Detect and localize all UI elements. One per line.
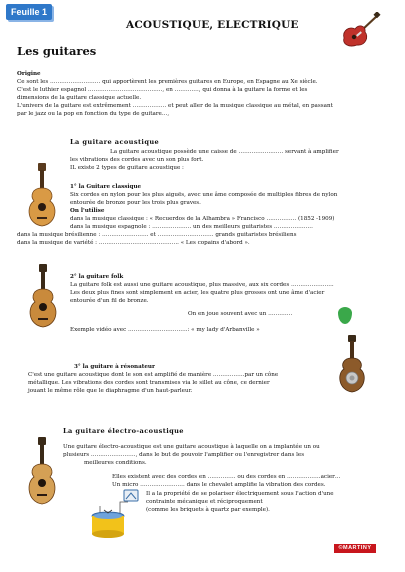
pick-line: On en joue souvent avec un …………. [188, 311, 293, 317]
acoustique-intro-line: les vibrations des cordes avec un son plus fort. [70, 157, 204, 163]
sheet-badge: Feuille 1 [6, 4, 52, 20]
electro-line: Une guitare électro-acoustique est une guitare acoustique à laquelle on a implantée un ou [63, 444, 320, 450]
copyright-badge: ©MARTINY [334, 544, 376, 553]
electro-line: plusieurs ……………………, dans le but de pouvoir l'amplifier ou l'enregistrer dans les [63, 452, 305, 458]
folk-heading: 2° la guitare folk [70, 274, 124, 280]
resonateur-line: jouant le même rôle que le diaphragme d'un haut-parleur. [28, 388, 193, 394]
acoustique-heading: La guitare acoustique [70, 138, 160, 146]
resonator-guitar-icon [336, 335, 368, 393]
folk-line: La guitare folk est aussi une guitare acoustique, plus massive, aux six cordes ………………….. [70, 282, 334, 288]
electro-acoustic-guitar-icon [25, 436, 59, 506]
section-title: Les guitares [17, 44, 97, 58]
usage-line: dans la musique espagnole : ………………… un des meilleurs guitaristes ………………… [70, 224, 314, 230]
origine-heading: Origine [17, 71, 41, 77]
electric-guitar-icon [340, 12, 382, 50]
resonateur-line: C'est une guitare acoustique dont le son est amplifié de manière ……………..par un cône [28, 372, 279, 378]
origine-line: dimensions de la guitare classique actuelle. [17, 95, 142, 101]
piezo-line: (comme les briquets à quartz par exemple). [146, 507, 270, 513]
acoustique-intro-line: La guitare acoustique possède une caisse de …………………… servant à amplifier [110, 149, 339, 155]
usage-heading: On l'utilise [70, 208, 105, 214]
resonateur-heading: 3° la guitare à résonateur [74, 364, 155, 370]
origine-line: par le jazz ou la pop en fonction du type de guitare…, [17, 111, 170, 117]
video-line: Exemple vidéo avec …………………………..: « my lady d'Arbanville » [70, 327, 260, 333]
classique-line: entourée de bronze pour les trois plus graves. [70, 200, 201, 206]
resonateur-line: métallique. Les vibrations des cordes sont transmises via le sillet au cône, ce dernier [28, 380, 270, 386]
folk-guitar-icon [26, 263, 60, 329]
usage-line: dans la musique brésilienne : ……………………. et ………………………… grands guitaristes brésiliens [17, 232, 297, 238]
piezo-line: Il a la propriété de se polariser électriquement sous l'action d'une [146, 491, 334, 497]
piezo-transducer-icon [84, 488, 144, 546]
origine-line: L'univers de la guitare est extrêmement ……………… et peut aller de la musique classique au métal, en passant [17, 103, 333, 109]
electro-line: meilleures conditions. [84, 460, 147, 466]
folk-line: entourée d'un fil de bronze. [70, 298, 149, 304]
usage-line: dans la musique de variété : ……………………………………. « Les copains d'abord ». [17, 240, 250, 246]
acoustique-intro-line: IL existe 2 types de guitare acoustique : [70, 165, 184, 171]
origine-line: C'est le luthier espagnol …………………………………., en …………., qui donna à la guitare la forme et les [17, 87, 308, 93]
origine-line: Ce sont les ……………………… qui apportèrent les premières guitares en Europe, en Espagne au Xe siècle. [17, 79, 318, 85]
micro-line: Un micro …………………… dans le chevalet amplifie la vibration des cordes. [112, 482, 326, 488]
folk-line: Les deux plus fines sont simplement en acier, les quatre plus grosses ont une âme d'acier [70, 290, 325, 296]
classique-line: Six cordes en nylon pour les plus aiguës, avec une âme composée de multiples fibres de nylon [70, 192, 338, 198]
usage-line: dans la musique classique : « Recuerdos de la Alhambra » Francisco ……………. (1852 -1909) [70, 216, 335, 222]
electro-heading: La guitare électro-acoustique [63, 427, 184, 435]
classical-guitar-icon [24, 162, 60, 228]
guitar-pick-icon [338, 307, 352, 324]
page-title: ACOUSTIQUE, ELECTRIQUE [126, 19, 299, 31]
classique-heading: 1° la Guitare classique [70, 184, 142, 190]
cordes-line: Elles existent avec des cordes en …………… ou des cordes en ………………acier… [112, 474, 341, 480]
piezo-line: contrainte mécanique et réciproquement [146, 499, 263, 505]
